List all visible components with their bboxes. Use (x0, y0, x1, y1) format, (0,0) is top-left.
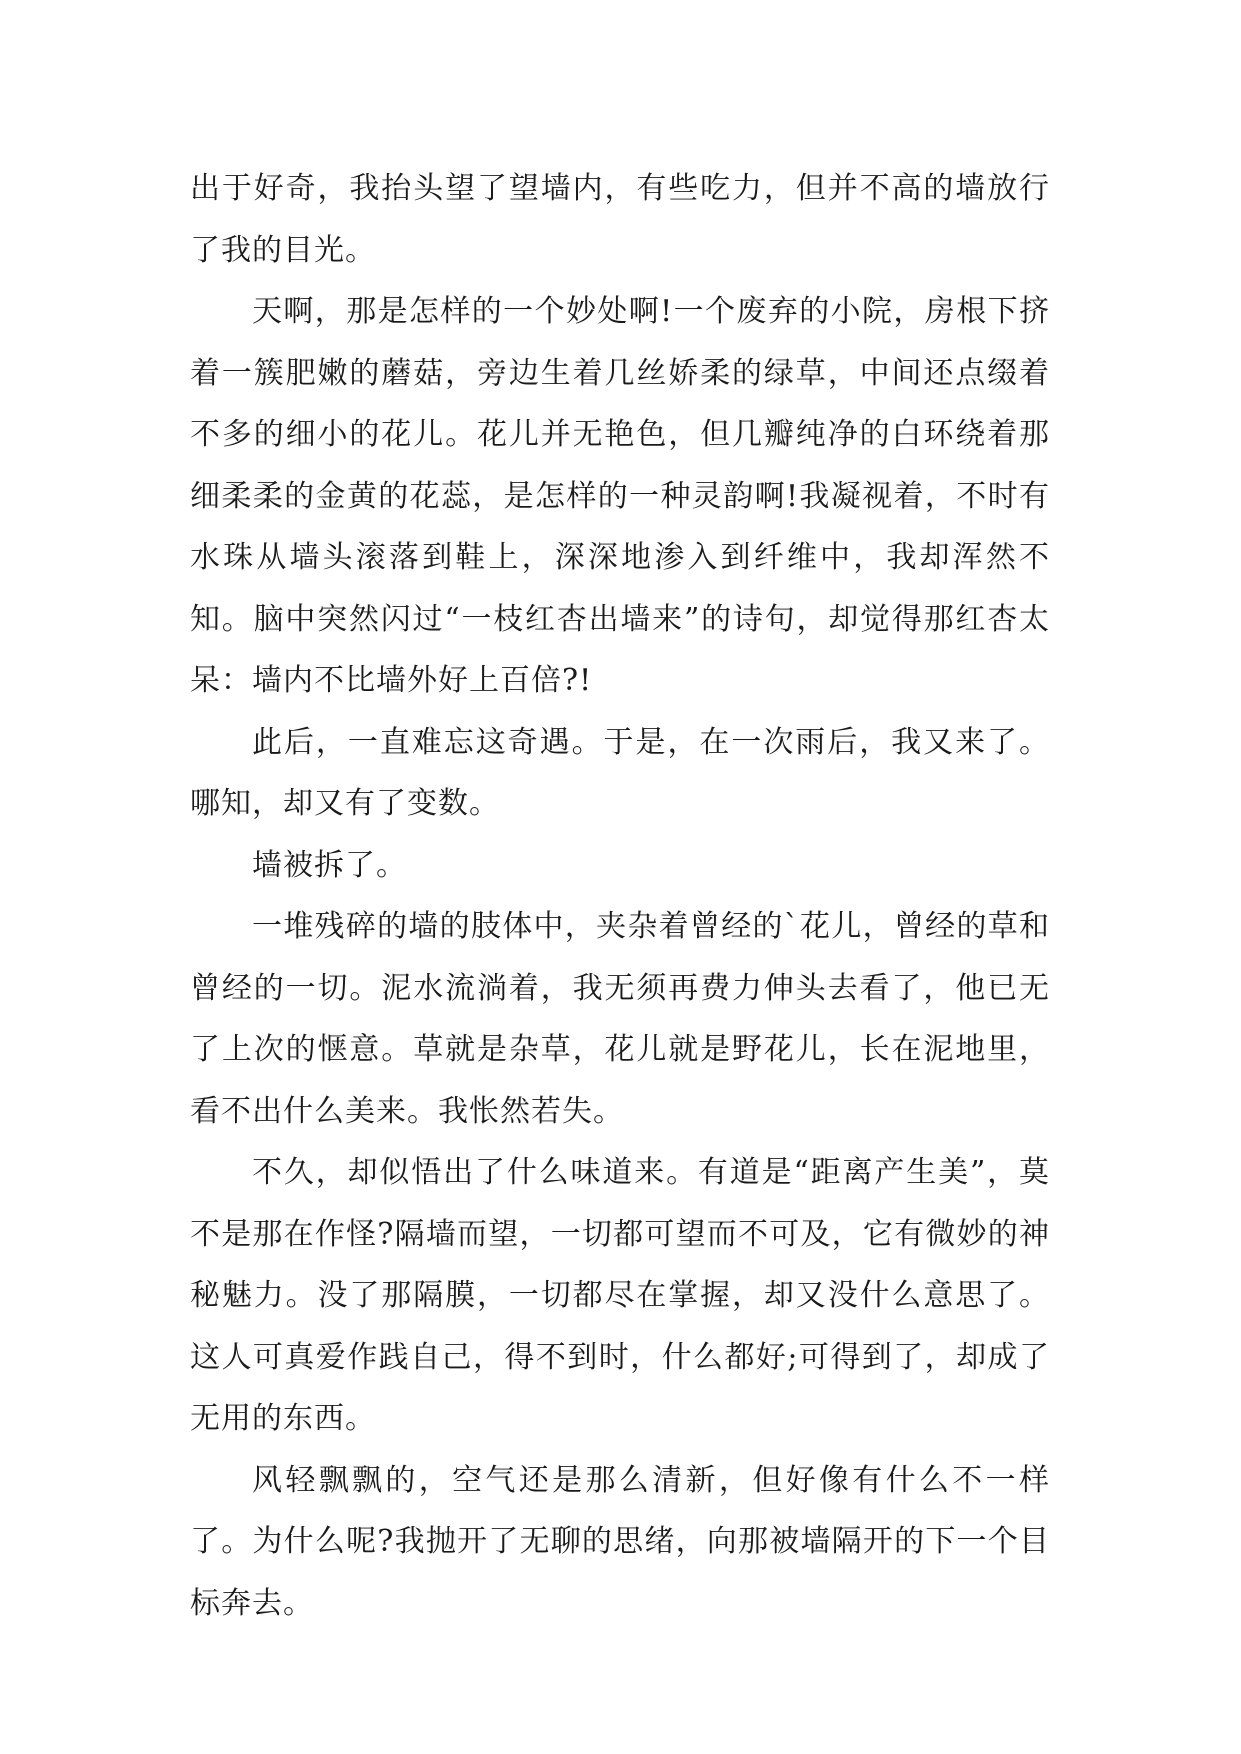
paragraph-2: 天啊，那是怎样的一个妙处啊!一个废弃的小院，房根下挤着一簇肥嫩的蘑菇，旁边生着几丝娇柔的绿草，中间还点缀着不多的细小的花儿。花儿并无艳色，但几瓣纯净的白环绕着那细柔柔的金黄的花蕊，是怎样的一种灵韵啊!我凝视着，不时有水珠从墙头滚落到鞋上，深深地渗入到纤维中，我却浑然不知。脑中突然闪过“一枝红杏出墙来”的诗句，却觉得那红杏太呆：墙内不比墙外好上百倍?! (190, 294, 1050, 698)
paragraph-3: 此后，一直难忘这奇遇。于是，在一次雨后，我又来了。哪知，却又有了变数。 (190, 724, 1050, 821)
paragraph-4: 墙被拆了。 (252, 847, 407, 883)
paragraph-7: 风轻飘飘的，空气还是那么清新，但好像有什么不一样了。为什么呢?我抛开了无聊的思绪，向那被墙隔开的下一个目标奔去。 (190, 1462, 1050, 1621)
paragraph-5: 一堆残碎的墙的肢体中，夹杂着曾经的`花儿，曾经的草和曾经的一切。泥水流淌着，我无须再费力伸头去看了，他已无了上次的惬意。草就是杂草，花儿就是野花儿，长在泥地里，看不出什么美来。我怅然若失。 (190, 909, 1050, 1129)
paragraph-6: 不久，却似悟出了什么味道来。有道是“距离产生美”，莫不是那在作怪?隔墙而望，一切都可望而不可及，它有微妙的神秘魅力。没了那隔膜，一切都尽在掌握，却又没什么意思了。这人可真爱作践自己，得不到时，什么都好;可得到了，却成了无用的东西。 (190, 1155, 1050, 1436)
paragraph-1: 出于好奇，我抬头望了望墙内，有些吃力，但并不高的墙放行了我的目光。 (190, 171, 1050, 268)
document-body (190, 158, 1050, 1634)
